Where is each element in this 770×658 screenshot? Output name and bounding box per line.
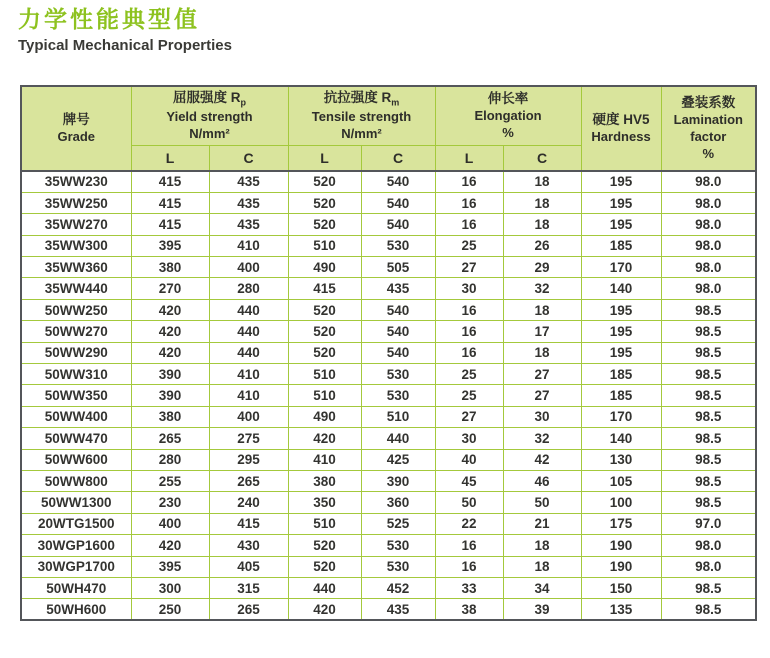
value-cell: 50 [435, 492, 503, 513]
table-row [21, 599, 756, 620]
value-cell: 490 [288, 406, 361, 427]
value-cell: 50 [503, 492, 581, 513]
value-cell: 265 [209, 470, 288, 491]
table-row [21, 321, 756, 342]
value-cell: 98.5 [661, 599, 756, 620]
value-cell: 27 [503, 364, 581, 385]
value-cell: 410 [209, 385, 288, 406]
grade-cell: 50WW600 [21, 449, 131, 470]
value-cell: 360 [361, 492, 435, 513]
value-cell: 18 [503, 342, 581, 363]
value-cell: 295 [209, 449, 288, 470]
value-cell: 520 [288, 214, 361, 235]
value-cell: 18 [503, 535, 581, 556]
value-cell: 270 [131, 278, 209, 299]
yield-subscript: p [240, 97, 246, 108]
col-header-hardness [581, 86, 661, 171]
value-cell: 390 [131, 364, 209, 385]
value-cell: 195 [581, 214, 661, 235]
grade-cell: 30WGP1700 [21, 556, 131, 577]
col-header-tensile-strength [288, 86, 435, 145]
value-cell: 100 [581, 492, 661, 513]
grade-cell: 50WW310 [21, 364, 131, 385]
grade-cell: 50WW250 [21, 299, 131, 320]
value-cell: 420 [131, 342, 209, 363]
value-cell: 505 [361, 257, 435, 278]
value-cell: 27 [435, 257, 503, 278]
value-cell: 45 [435, 470, 503, 491]
grade-cell: 50WW290 [21, 342, 131, 363]
value-cell: 250 [131, 599, 209, 620]
value-cell: 25 [435, 235, 503, 256]
value-cell: 98.5 [661, 406, 756, 427]
table-row [21, 556, 756, 577]
grade-cell: 35WW270 [21, 214, 131, 235]
value-cell: 420 [131, 299, 209, 320]
yield-label-en: Yield strength [166, 109, 253, 125]
yield-unit: N/mm² [189, 125, 230, 141]
value-cell: 98.5 [661, 299, 756, 320]
value-cell: 26 [503, 235, 581, 256]
table-row [21, 235, 756, 256]
lamination-label-zh: 叠装系数 [681, 95, 736, 111]
value-cell: 510 [288, 364, 361, 385]
value-cell: 435 [209, 192, 288, 213]
value-cell: 420 [288, 428, 361, 449]
grade-cell: 30WGP1600 [21, 535, 131, 556]
value-cell: 190 [581, 535, 661, 556]
value-cell: 540 [361, 214, 435, 235]
table-row [21, 513, 756, 534]
value-cell: 195 [581, 171, 661, 192]
title-block [18, 7, 232, 54]
grade-cell: 35WW230 [21, 171, 131, 192]
table-row [21, 406, 756, 427]
value-cell: 18 [503, 556, 581, 577]
value-cell: 30 [503, 406, 581, 427]
value-cell: 34 [503, 577, 581, 598]
table-row [21, 364, 756, 385]
value-cell: 275 [209, 428, 288, 449]
table-row [21, 278, 756, 299]
table-row [21, 535, 756, 556]
page-title-en: Typical Mechanical Properties [18, 37, 232, 55]
value-cell: 32 [503, 278, 581, 299]
value-cell: 530 [361, 385, 435, 406]
value-cell: 140 [581, 428, 661, 449]
value-cell: 230 [131, 492, 209, 513]
value-cell: 400 [131, 513, 209, 534]
lamination-unit: % [702, 145, 715, 161]
value-cell: 440 [209, 342, 288, 363]
value-cell: 18 [503, 171, 581, 192]
value-cell: 530 [361, 556, 435, 577]
grade-cell: 50WW270 [21, 321, 131, 342]
table-row [21, 428, 756, 449]
value-cell: 98.0 [661, 235, 756, 256]
mechanical-properties-table [20, 85, 757, 621]
value-cell: 140 [581, 278, 661, 299]
table-body [21, 171, 756, 620]
value-cell: 98.0 [661, 535, 756, 556]
value-cell: 46 [503, 470, 581, 491]
value-cell: 130 [581, 449, 661, 470]
value-cell: 380 [131, 406, 209, 427]
value-cell: 410 [209, 235, 288, 256]
value-cell: 410 [209, 364, 288, 385]
value-cell: 185 [581, 385, 661, 406]
value-cell: 98.5 [661, 385, 756, 406]
subheader-elongation-c: C [503, 145, 581, 171]
hardness-label-zh: 硬度 HV5 [592, 112, 650, 128]
value-cell: 425 [361, 449, 435, 470]
value-cell: 540 [361, 192, 435, 213]
value-cell: 135 [581, 599, 661, 620]
value-cell: 520 [288, 192, 361, 213]
value-cell: 315 [209, 577, 288, 598]
value-cell: 16 [435, 321, 503, 342]
value-cell: 410 [288, 449, 361, 470]
table-row [21, 577, 756, 598]
value-cell: 530 [361, 535, 435, 556]
value-cell: 97.0 [661, 513, 756, 534]
value-cell: 440 [209, 299, 288, 320]
table-header [21, 86, 756, 171]
value-cell: 105 [581, 470, 661, 491]
value-cell: 520 [288, 342, 361, 363]
value-cell: 540 [361, 321, 435, 342]
value-cell: 510 [288, 385, 361, 406]
tensile-subscript: m [391, 97, 400, 108]
value-cell: 29 [503, 257, 581, 278]
grade-cell: 50WH470 [21, 577, 131, 598]
value-cell: 435 [361, 278, 435, 299]
value-cell: 380 [131, 257, 209, 278]
value-cell: 98.5 [661, 577, 756, 598]
value-cell: 520 [288, 321, 361, 342]
value-cell: 255 [131, 470, 209, 491]
table-row [21, 492, 756, 513]
value-cell: 18 [503, 299, 581, 320]
col-header-elongation [435, 86, 581, 145]
value-cell: 400 [209, 257, 288, 278]
value-cell: 415 [209, 513, 288, 534]
grade-label-en: Grade [57, 128, 96, 144]
value-cell: 40 [435, 449, 503, 470]
value-cell: 390 [361, 470, 435, 491]
value-cell: 395 [131, 556, 209, 577]
subheader-yield-c: C [209, 145, 288, 171]
value-cell: 380 [288, 470, 361, 491]
value-cell: 520 [288, 171, 361, 192]
value-cell: 27 [503, 385, 581, 406]
value-cell: 16 [435, 342, 503, 363]
value-cell: 25 [435, 364, 503, 385]
grade-cell: 35WW300 [21, 235, 131, 256]
value-cell: 440 [361, 428, 435, 449]
grade-cell: 20WTG1500 [21, 513, 131, 534]
value-cell: 265 [131, 428, 209, 449]
hardness-label-en: Hardness [591, 128, 651, 144]
value-cell: 98.5 [661, 492, 756, 513]
value-cell: 17 [503, 321, 581, 342]
value-cell: 400 [209, 406, 288, 427]
tensile-label-zh: 抗拉强度 R [323, 89, 392, 105]
value-cell: 195 [581, 192, 661, 213]
grade-cell: 50WW800 [21, 470, 131, 491]
value-cell: 520 [288, 299, 361, 320]
value-cell: 510 [288, 235, 361, 256]
value-cell: 430 [209, 535, 288, 556]
value-cell: 98.0 [661, 171, 756, 192]
table-row [21, 214, 756, 235]
table-row [21, 299, 756, 320]
value-cell: 16 [435, 171, 503, 192]
value-cell: 25 [435, 385, 503, 406]
value-cell: 195 [581, 299, 661, 320]
value-cell: 415 [131, 171, 209, 192]
value-cell: 32 [503, 428, 581, 449]
value-cell: 21 [503, 513, 581, 534]
table-row [21, 385, 756, 406]
value-cell: 195 [581, 321, 661, 342]
value-cell: 30 [435, 278, 503, 299]
value-cell: 98.0 [661, 278, 756, 299]
subheader-tensile-c: C [361, 145, 435, 171]
grade-label-zh: 牌号 [62, 112, 90, 128]
value-cell: 185 [581, 364, 661, 385]
value-cell: 440 [288, 577, 361, 598]
value-cell: 16 [435, 299, 503, 320]
value-cell: 300 [131, 577, 209, 598]
value-cell: 420 [131, 321, 209, 342]
value-cell: 530 [361, 364, 435, 385]
value-cell: 520 [288, 556, 361, 577]
value-cell: 265 [209, 599, 288, 620]
value-cell: 520 [288, 535, 361, 556]
value-cell: 16 [435, 535, 503, 556]
grade-cell: 35WW250 [21, 192, 131, 213]
value-cell: 415 [131, 192, 209, 213]
page-title-zh: 力学性能典型值 [18, 6, 200, 32]
table-row [21, 470, 756, 491]
value-cell: 98.5 [661, 449, 756, 470]
grade-cell: 50WH600 [21, 599, 131, 620]
elongation-unit: % [502, 124, 514, 140]
value-cell: 420 [288, 599, 361, 620]
lamination-label-en2: factor [690, 128, 727, 144]
value-cell: 280 [209, 278, 288, 299]
value-cell: 510 [288, 513, 361, 534]
table-row [21, 449, 756, 470]
value-cell: 18 [503, 214, 581, 235]
value-cell: 38 [435, 599, 503, 620]
value-cell: 440 [209, 321, 288, 342]
table-row [21, 342, 756, 363]
value-cell: 98.5 [661, 364, 756, 385]
value-cell: 395 [131, 235, 209, 256]
value-cell: 98.5 [661, 470, 756, 491]
col-header-yield-strength [131, 86, 288, 145]
value-cell: 435 [361, 599, 435, 620]
value-cell: 540 [361, 171, 435, 192]
value-cell: 490 [288, 257, 361, 278]
grade-cell: 35WW360 [21, 257, 131, 278]
subheader-tensile-l: L [288, 145, 361, 171]
elongation-label-en: Elongation [474, 107, 542, 123]
lamination-label-en: Lamination [673, 111, 743, 127]
value-cell: 195 [581, 342, 661, 363]
value-cell: 390 [131, 385, 209, 406]
value-cell: 16 [435, 192, 503, 213]
value-cell: 530 [361, 235, 435, 256]
value-cell: 190 [581, 556, 661, 577]
value-cell: 98.0 [661, 192, 756, 213]
value-cell: 22 [435, 513, 503, 534]
value-cell: 98.5 [661, 428, 756, 449]
elongation-label-zh: 伸长率 [487, 91, 529, 107]
table-row [21, 171, 756, 192]
value-cell: 452 [361, 577, 435, 598]
value-cell: 150 [581, 577, 661, 598]
grade-cell: 50WW400 [21, 406, 131, 427]
value-cell: 98.5 [661, 321, 756, 342]
col-header-lamination-factor [661, 86, 756, 171]
value-cell: 18 [503, 192, 581, 213]
value-cell: 435 [209, 214, 288, 235]
grade-cell: 35WW440 [21, 278, 131, 299]
value-cell: 98.0 [661, 556, 756, 577]
value-cell: 185 [581, 235, 661, 256]
value-cell: 240 [209, 492, 288, 513]
value-cell: 170 [581, 257, 661, 278]
grade-cell: 50WW1300 [21, 492, 131, 513]
value-cell: 540 [361, 342, 435, 363]
value-cell: 42 [503, 449, 581, 470]
value-cell: 39 [503, 599, 581, 620]
tensile-label-en: Tensile strength [311, 109, 412, 125]
value-cell: 415 [288, 278, 361, 299]
value-cell: 98.0 [661, 214, 756, 235]
value-cell: 510 [361, 406, 435, 427]
grade-cell: 50WW470 [21, 428, 131, 449]
value-cell: 350 [288, 492, 361, 513]
tensile-unit: N/mm² [341, 125, 382, 141]
value-cell: 435 [209, 171, 288, 192]
value-cell: 30 [435, 428, 503, 449]
value-cell: 420 [131, 535, 209, 556]
value-cell: 16 [435, 556, 503, 577]
value-cell: 170 [581, 406, 661, 427]
value-cell: 525 [361, 513, 435, 534]
value-cell: 27 [435, 406, 503, 427]
value-cell: 405 [209, 556, 288, 577]
col-header-grade [21, 86, 131, 171]
table-row [21, 257, 756, 278]
value-cell: 98.5 [661, 342, 756, 363]
value-cell: 415 [131, 214, 209, 235]
subheader-yield-l: L [131, 145, 209, 171]
value-cell: 98.0 [661, 257, 756, 278]
value-cell: 16 [435, 214, 503, 235]
value-cell: 175 [581, 513, 661, 534]
yield-label-zh: 屈服强度 R [173, 89, 241, 105]
value-cell: 540 [361, 299, 435, 320]
grade-cell: 50WW350 [21, 385, 131, 406]
value-cell: 33 [435, 577, 503, 598]
value-cell: 280 [131, 449, 209, 470]
subheader-elongation-l: L [435, 145, 503, 171]
table-row [21, 192, 756, 213]
